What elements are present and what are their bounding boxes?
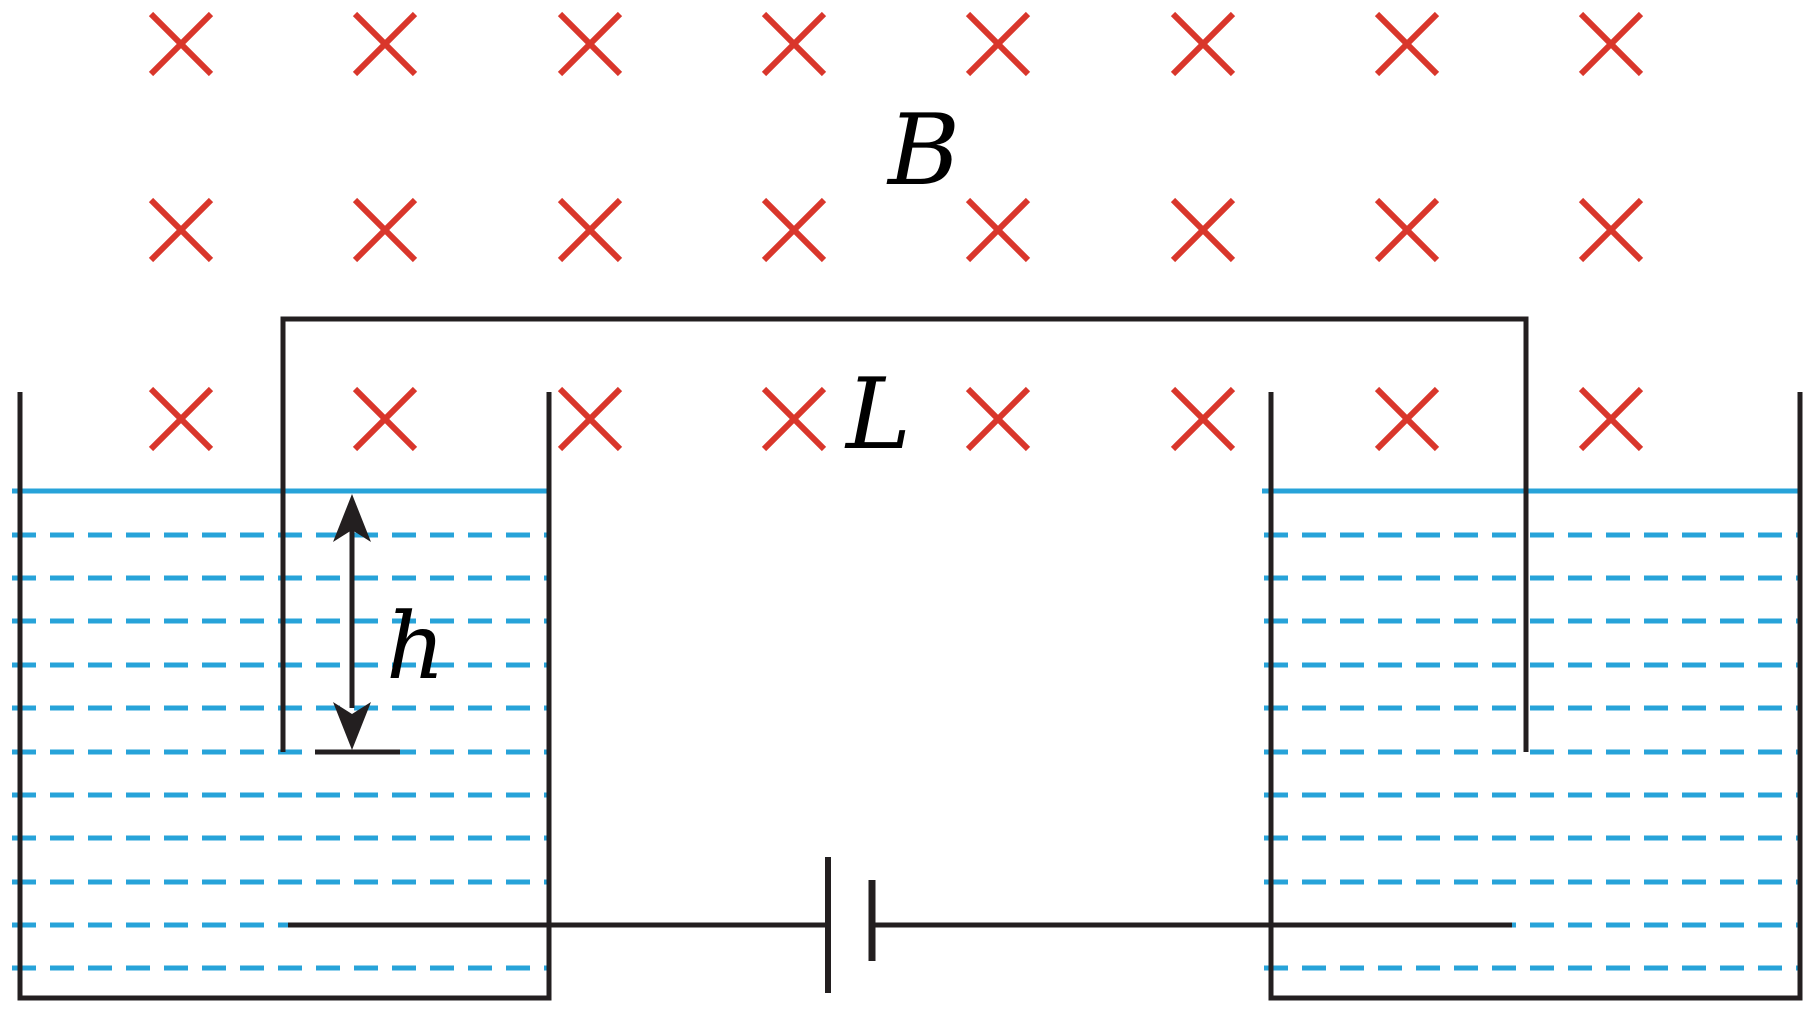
field-cross-icon [764,389,824,449]
battery-symbol [828,857,872,993]
field-cross-icon [151,200,211,260]
field-cross-icon [1377,14,1437,74]
right-tank [1271,392,1800,998]
depth-arrow-down-head [333,702,371,750]
field-cross-icon [355,14,415,74]
field-cross-icon [1173,200,1233,260]
field-cross-icon [1173,389,1233,449]
field-cross-icon [764,14,824,74]
field-cross-icon [355,389,415,449]
field-cross-icon [151,389,211,449]
field-cross-icon [1173,14,1233,74]
field-cross-icon [968,200,1028,260]
field-cross-icon [1581,200,1641,260]
field-cross-icon [1377,389,1437,449]
right-tank-water [1262,491,1800,968]
field-cross-icon [355,200,415,260]
field-cross-icon [560,14,620,74]
field-cross-icon [764,200,824,260]
field-cross-icon [968,14,1028,74]
field-cross-icon [560,200,620,260]
depth-label: h [386,593,446,700]
left-tank-water [12,491,547,968]
field-cross-icon [151,14,211,74]
field-cross-icon [1377,200,1437,260]
field-cross-icon [1581,389,1641,449]
field-cross-icon [968,389,1028,449]
field-cross-icon [1581,14,1641,74]
field-cross-icon [560,389,620,449]
field-label: B [888,94,961,208]
rod-length-label: L [846,358,912,472]
